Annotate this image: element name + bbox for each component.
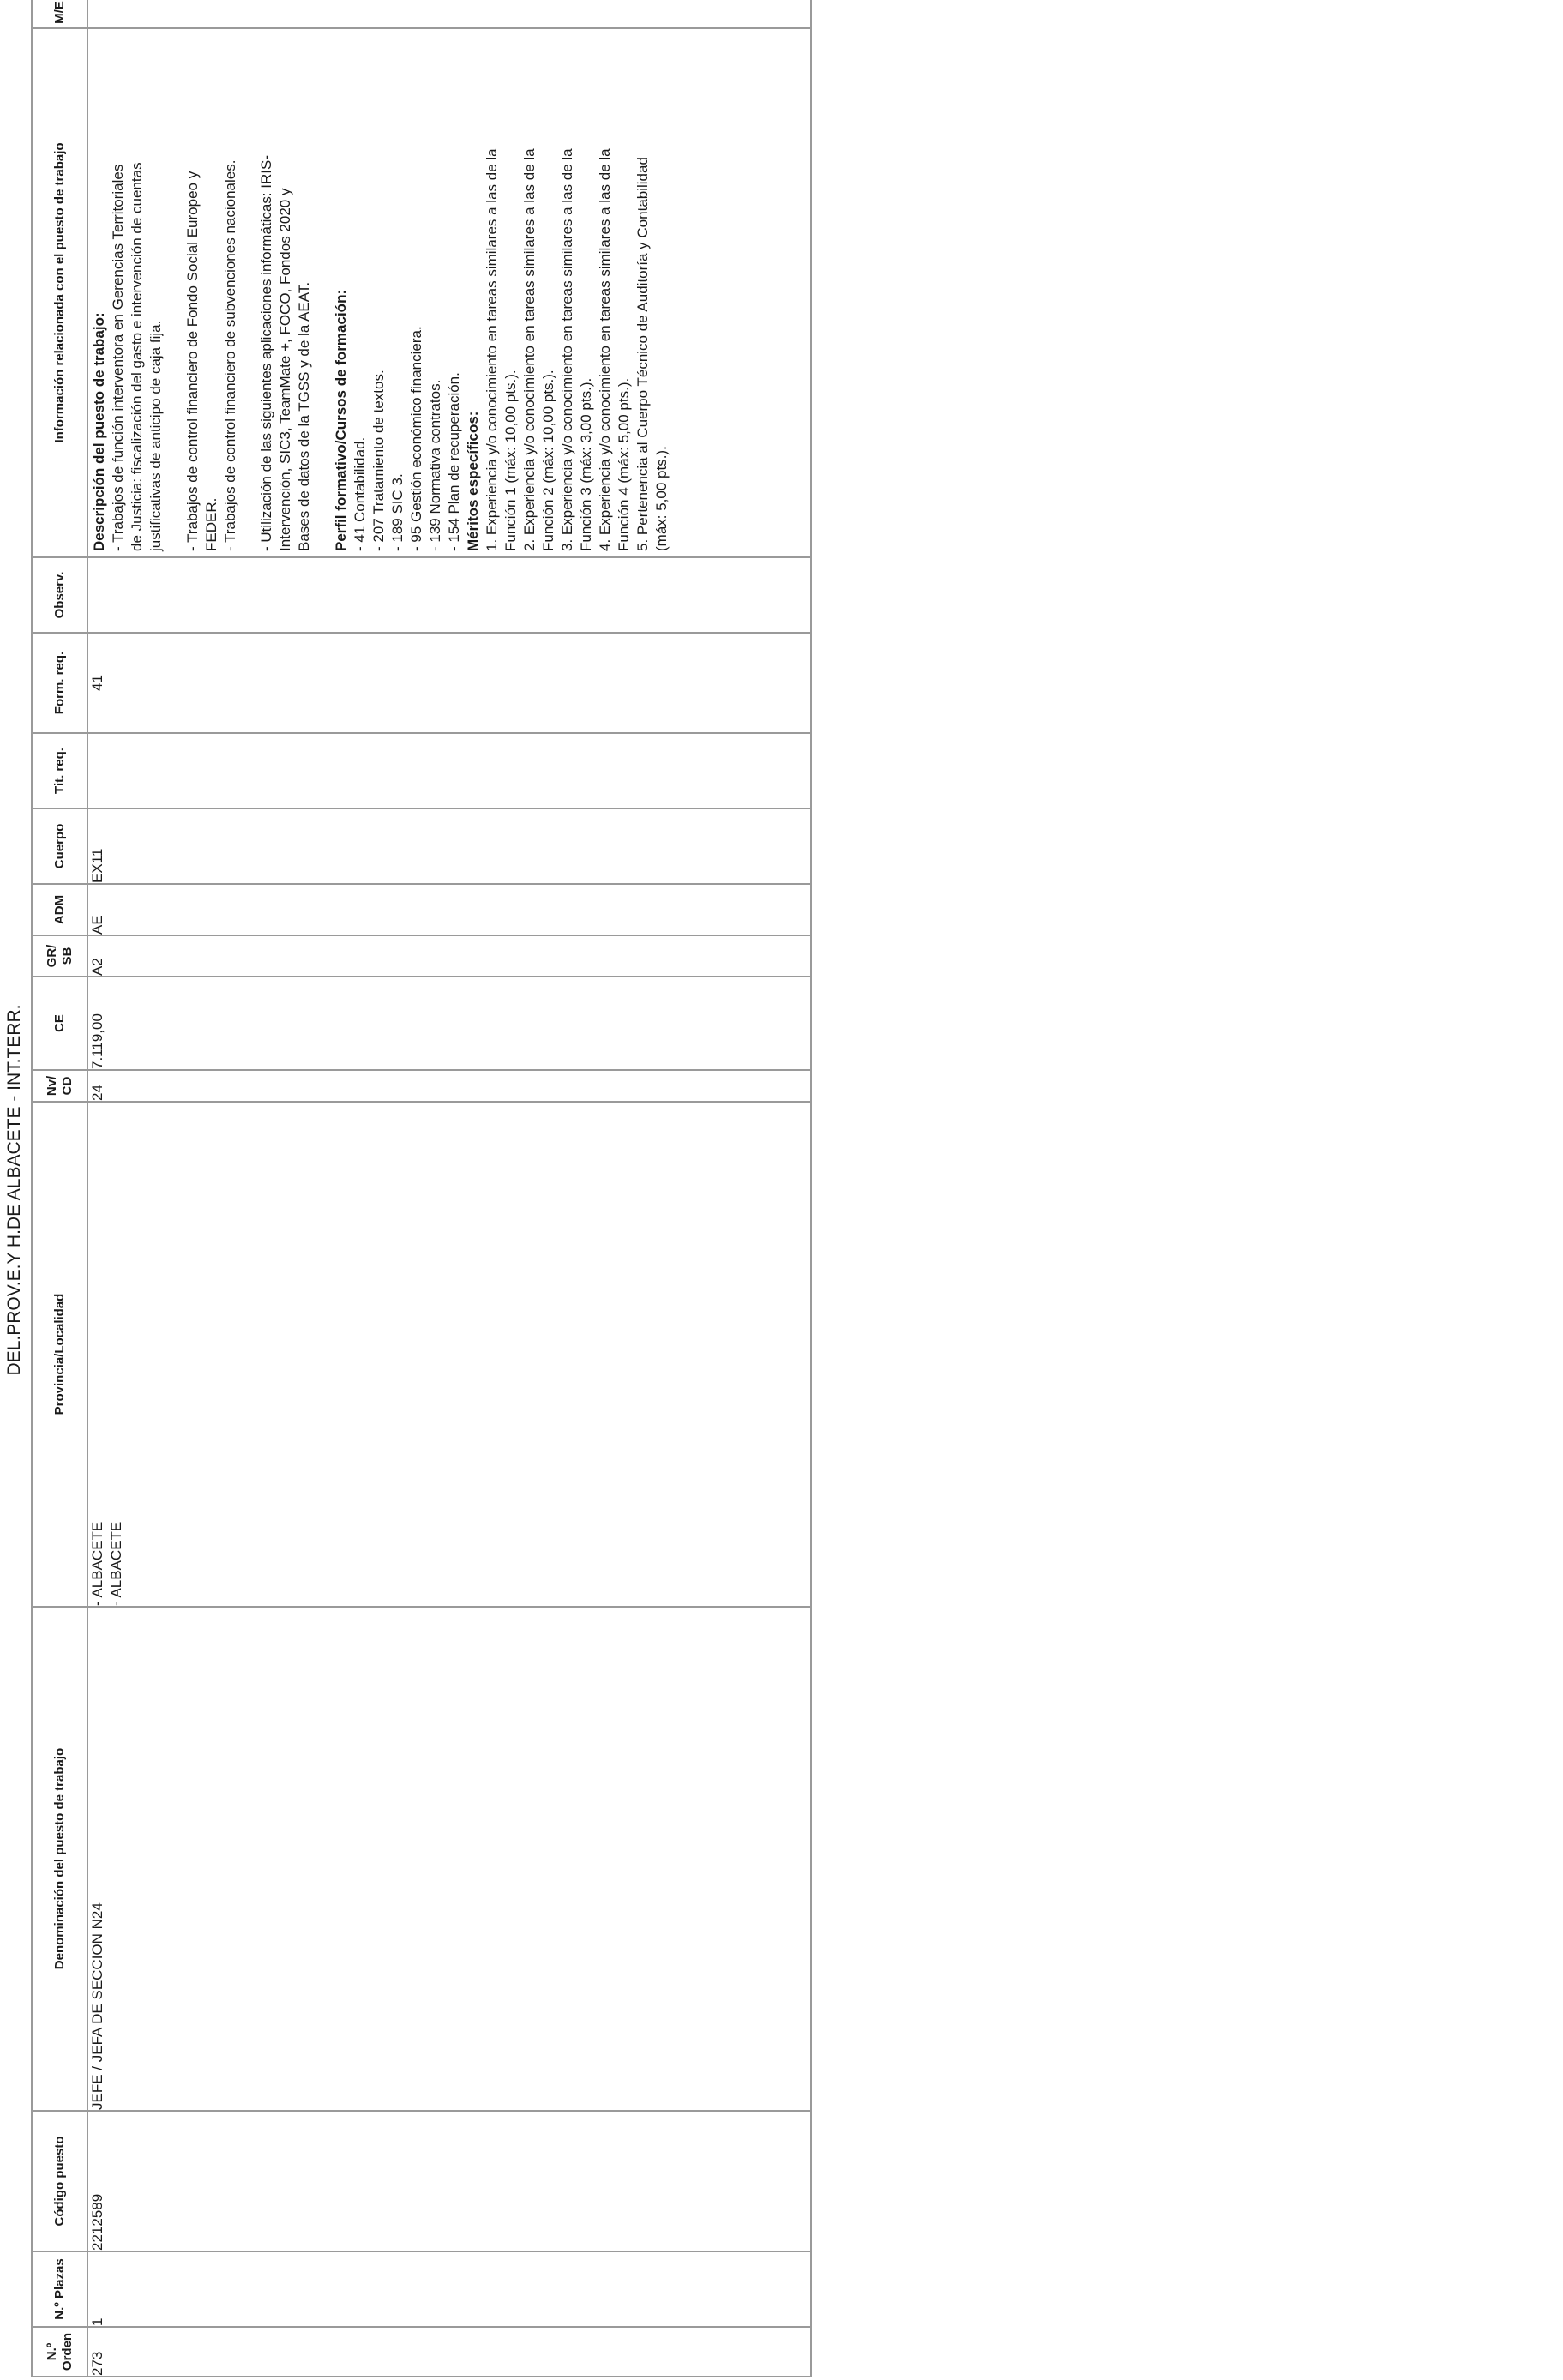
provincia-line: - ALBACETE [89,1521,105,1606]
header-codigo: Código puesto [32,2111,87,2251]
merito-line: 4. Experiencia y/o conocimiento en tareas similares a las de la [597,148,613,551]
cell-provincia [87,1102,811,1607]
cell-orden: 273 [87,2327,811,2377]
cell-cuerpo: EX11 [87,808,811,884]
merito-line: Función 2 (máx: 10,00 pts.). [540,370,556,551]
merito-line: 2. Experiencia y/o conocimiento en tareas similares a las de la [521,148,538,551]
cell-informacion [87,28,811,557]
descripcion-line: FEDER. [202,497,219,551]
perfil-title: Perfil formativo/Cursos de formación: [333,289,349,551]
header-gr-sb [32,935,87,977]
descripcion-line [165,34,183,551]
cell-observ [87,557,811,633]
spacer [314,34,332,551]
header-ce: CE [32,977,87,1070]
cell-tit-req [87,733,811,808]
merito-line: Función 1 (máx: 10,00 pts.). [502,370,519,551]
perfil-line: - 154 Plan de recuperación. [446,372,462,551]
merito-line: 5. Pertenencia al Cuerpo Técnico de Auditoría y Contabilidad [634,157,651,551]
descripcion-line [240,34,258,551]
descripcion-line: Intervención, SIC3, TeamMate +, FOCO, Fondos 2020 y [277,188,293,551]
meritos-title: Méritos específicos: [465,411,481,551]
merito-line: (máx: 5,00 pts.). [653,446,670,551]
header-informacion: Información relacionada con el puesto de trabajo [32,28,87,557]
perfil-line: - 207 Tratamiento de textos. [370,370,387,551]
header-nv-cd [32,1070,87,1102]
cell-adm: AE [87,884,811,935]
header-gr: GR/ [44,944,59,968]
department-title: DEL.PROV.E.Y H.DE ALBACETE - INT.TERR. [4,1004,24,1376]
job-table [31,0,812,2377]
header-plazas: N.º Plazas [32,2251,87,2327]
perfil-line: - 139 Normativa contratos. [427,379,443,551]
cell-nv-cd: 24 [87,1070,811,1102]
header-sb: SB [59,947,75,965]
localidad-line: - ALBACETE [108,1521,124,1606]
header-adm: ADM [32,884,87,935]
descripcion-line: - Trabajos de control financiero de subvenciones nacionales. [221,159,238,551]
perfil-line: - 189 SIC 3. [389,473,406,551]
descripcion-line: Bases de datos de la TGSS y de la AEAT. [296,281,312,551]
perfil-list [351,34,464,551]
header-nv: Nv/ [44,1075,59,1097]
meritos-list [483,34,671,551]
cell-me [87,0,811,28]
descripcion-line: - Utilización de las siguientes aplicaciones informáticas: IRIS- [258,154,274,551]
cell-form-req: 41 [87,633,811,733]
merito-line: Función 3 (máx: 3,00 pts.). [578,377,594,551]
header-me: M/E [32,0,87,28]
header-tit-req: Tit. req. [32,733,87,808]
merito-line: 3. Experiencia y/o conocimiento en tareas similares a las de la [559,148,575,551]
perfil-line: - 41 Contabilidad. [352,436,368,551]
header-observ: Observ. [32,557,87,633]
header-row [32,0,87,2377]
descripcion-line: justificativas de anticipo de caja fija. [147,320,164,551]
descripcion-line: de Justicia: fiscalización del gasto e intervención de cuentas [129,162,145,551]
cell-codigo: 2212589 [87,2111,811,2251]
descripcion-line: - Trabajos de función interventora en Gerencias Territoriales [110,164,126,551]
cell-ce: 7.119,00 [87,977,811,1070]
header-denominacion: Denominación del puesto de trabajo [32,1607,87,2111]
cell-gr-sb: A2 [87,935,811,977]
table-row [87,0,811,2377]
header-provincia: Provincia/Localidad [32,1102,87,1607]
descripcion-title: Descripción del puesto de trabajo: [91,312,107,551]
cell-denominacion: JEFE / JEFA DE SECCION N24 [87,1607,811,2111]
header-orden: N.º Orden [32,2327,87,2377]
merito-line: Función 4 (máx: 5,00 pts.). [616,377,632,551]
perfil-line: - 95 Gestión económico financiera. [408,326,424,551]
header-cd: CD [59,1076,75,1096]
merito-line: 1. Experiencia y/o conocimiento en tareas similares a las de la [484,148,500,551]
header-form-req: Form. req. [32,633,87,733]
cell-plazas: 1 [87,2251,811,2327]
descripcion-line: - Trabajos de control financiero de Fondo Social Europeo y [183,171,201,551]
header-cuerpo: Cuerpo [32,808,87,884]
descripcion-list [109,34,314,551]
